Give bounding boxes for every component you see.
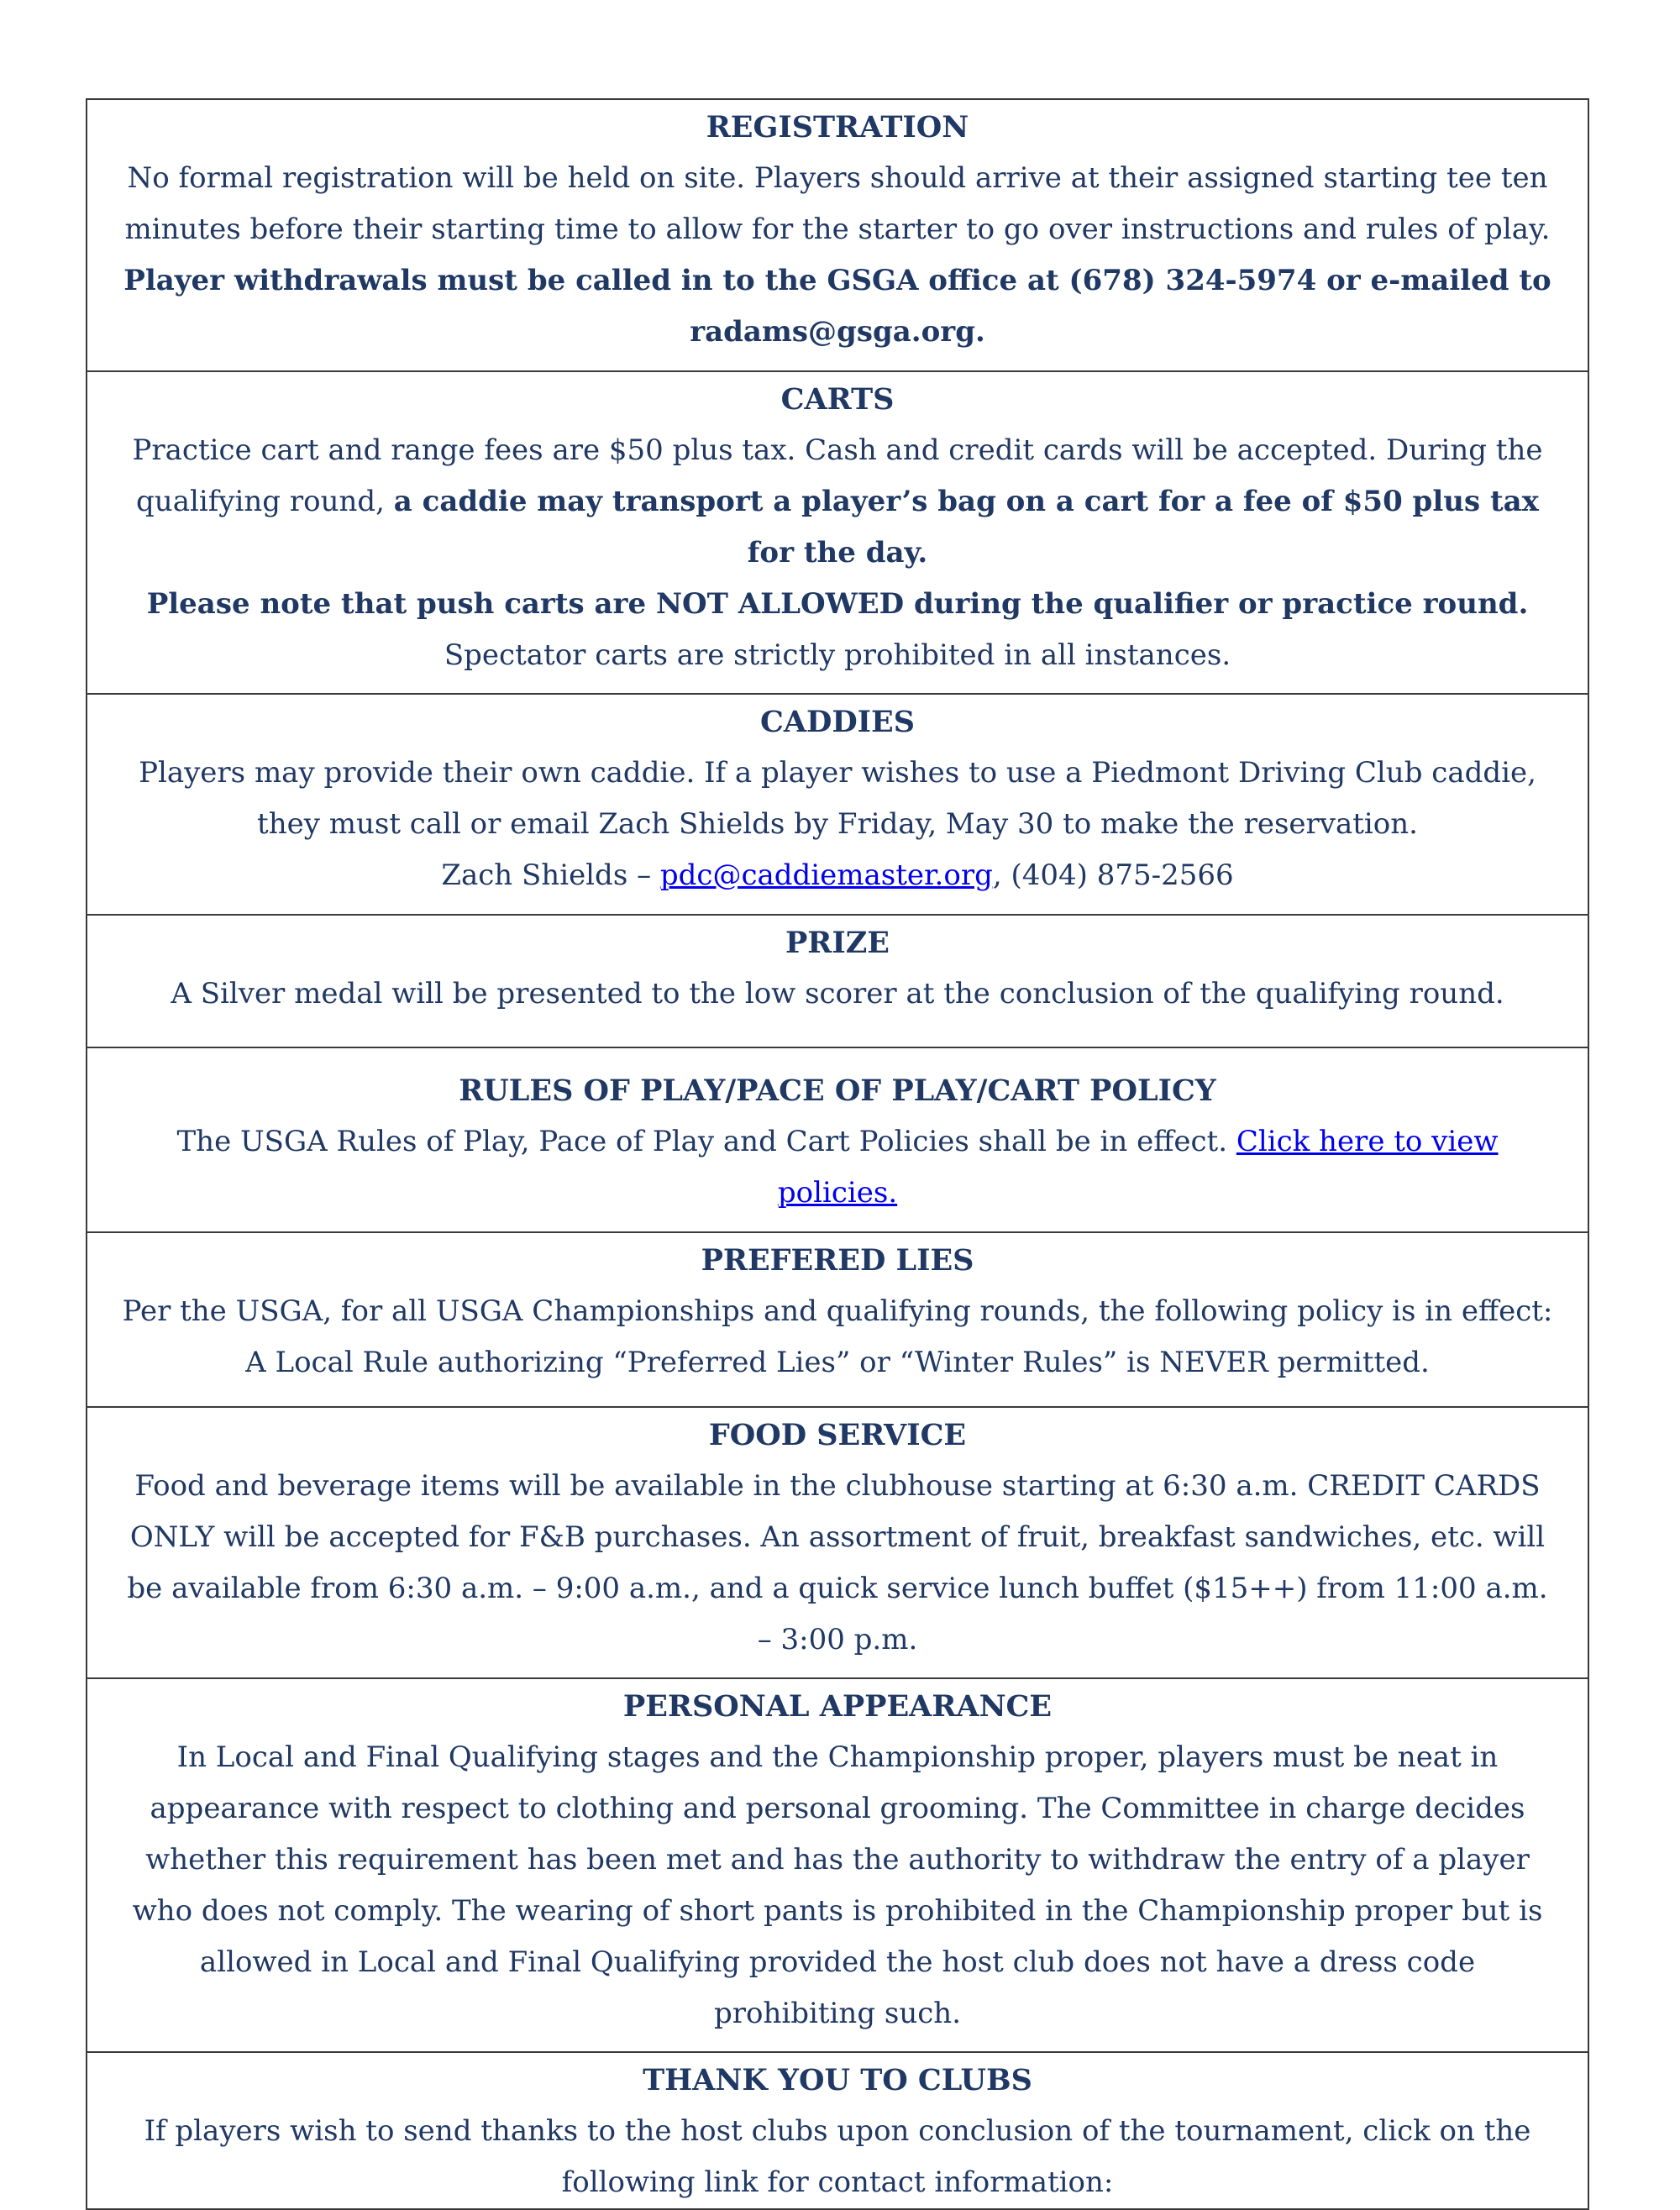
lies-heading: PREFERED LIES bbox=[701, 1243, 974, 1278]
caddie-contact-phone: , (404) 875-2566 bbox=[992, 858, 1234, 892]
lies-section bbox=[87, 1232, 1588, 1407]
carts-section bbox=[87, 371, 1588, 694]
food-cell bbox=[87, 1407, 1588, 1678]
carts-text: Practice cart and range fees are $50 plus tax. Cash and credit cards will be accepted. During the qualifying round, bbox=[132, 433, 1543, 518]
caddies-text: Players may provide their own caddie. If a player wishes to use a Piedmont Driving Club caddie, they must call or email Zach Shields by Friday, May 30 to make the reservation. bbox=[139, 756, 1536, 841]
prize-section bbox=[87, 915, 1588, 1047]
prize-text: A Silver medal will be presented to the low scorer at the conclusion of the qualifying round. bbox=[171, 977, 1504, 1011]
caddies-cell bbox=[87, 694, 1588, 915]
food-text: Food and beverage items will be available in the clubhouse starting at 6:30 a.m. CREDIT CARDS ONLY will be accepted for F&B purchases. An assortment of fruit, breakfast sandwiches, etc. will be available from 6:30 a.m. – 9:00 a.m., and a quick service lunch buffet ($15++) from 11:00 a.m. – 3:00 p.m. bbox=[127, 1469, 1548, 1656]
thanks-text: If players wish to send thanks to the host clubs upon conclusion of the tournament, click on the following link for contact information: bbox=[144, 2114, 1531, 2199]
rules-heading: RULES OF PLAY/PACE OF PLAY/CART POLICY bbox=[459, 1074, 1216, 1108]
registration-section bbox=[87, 99, 1588, 371]
caddie-contact bbox=[118, 850, 1557, 901]
registration-text: No formal registration will be held on site. Players should arrive at their assigned starting tee ten minutes before their starting time to allow for the starter to go over instructions and rules of play. bbox=[124, 161, 1551, 246]
rules-body bbox=[118, 1116, 1557, 1219]
appearance-section bbox=[87, 1678, 1588, 2052]
rules-cell bbox=[87, 1047, 1588, 1232]
carts-heading: CARTS bbox=[780, 382, 895, 417]
carts-cell bbox=[87, 371, 1588, 694]
caddie-cart-fee-notice: a caddie may transport a player’s bag on a cart for a fee of $50 plus tax for the day. bbox=[393, 485, 1539, 570]
caddie-contact-name: Zach Shields – bbox=[441, 858, 660, 892]
thanks-heading: THANK YOU TO CLUBS bbox=[643, 2063, 1032, 2097]
lies-cell bbox=[87, 1232, 1588, 1407]
appearance-heading: PERSONAL APPEARANCE bbox=[622, 1689, 1053, 1724]
thanks-section bbox=[87, 2052, 1588, 2209]
info-table bbox=[86, 98, 1589, 2210]
caddies-section bbox=[87, 694, 1588, 915]
registration-body bbox=[118, 153, 1557, 358]
spectator-carts-text: Spectator carts are strictly prohibited in all instances. bbox=[444, 638, 1231, 672]
registration-cell bbox=[87, 99, 1588, 371]
carts-body bbox=[118, 425, 1557, 579]
caddie-email-link[interactable]: pdc@caddiemaster.org bbox=[659, 858, 993, 892]
lies-text: Per the USGA, for all USGA Championships and qualifying rounds, the following policy is in effect: A Local Rule authorizing “Preferred Lies” or “Winter Rules” is NEVER permitted. bbox=[122, 1294, 1553, 1379]
rules-section bbox=[87, 1047, 1588, 1232]
caddies-heading: CADDIES bbox=[759, 705, 916, 739]
push-carts-notice: Please note that push carts are NOT ALLOWED during the qualifier or practice round. bbox=[146, 587, 1529, 621]
withdrawal-notice: Player withdrawals must be called in to the GSGA office at (678) 324-5974 or e-mailed to radams@gsga.org. bbox=[123, 264, 1551, 349]
view-policies-link[interactable]: Click here to view policies. bbox=[777, 1125, 1499, 1210]
food-section bbox=[87, 1407, 1588, 1678]
thanks-cell bbox=[87, 2052, 1588, 2209]
rules-text: The USGA Rules of Play, Pace of Play and Cart Policies shall be in effect. bbox=[176, 1125, 1236, 1158]
prize-cell bbox=[87, 915, 1588, 1047]
appearance-cell bbox=[87, 1678, 1588, 2052]
appearance-text: In Local and Final Qualifying stages and the Championship proper, players must be neat in appearance with respect to clothing and personal grooming. The Committee in charge decides whether this requirement has been met and has the authority to withdraw the entry of a player who does not comply. The wearing of short pants is prohibited in the Championship proper but is allowed in Local and Final Qualifying provided the host club does not have a dress code prohibiting such. bbox=[132, 1740, 1543, 2030]
registration-heading: REGISTRATION bbox=[706, 110, 969, 144]
food-heading: FOOD SERVICE bbox=[708, 1418, 967, 1452]
prize-heading: PRIZE bbox=[785, 926, 890, 960]
